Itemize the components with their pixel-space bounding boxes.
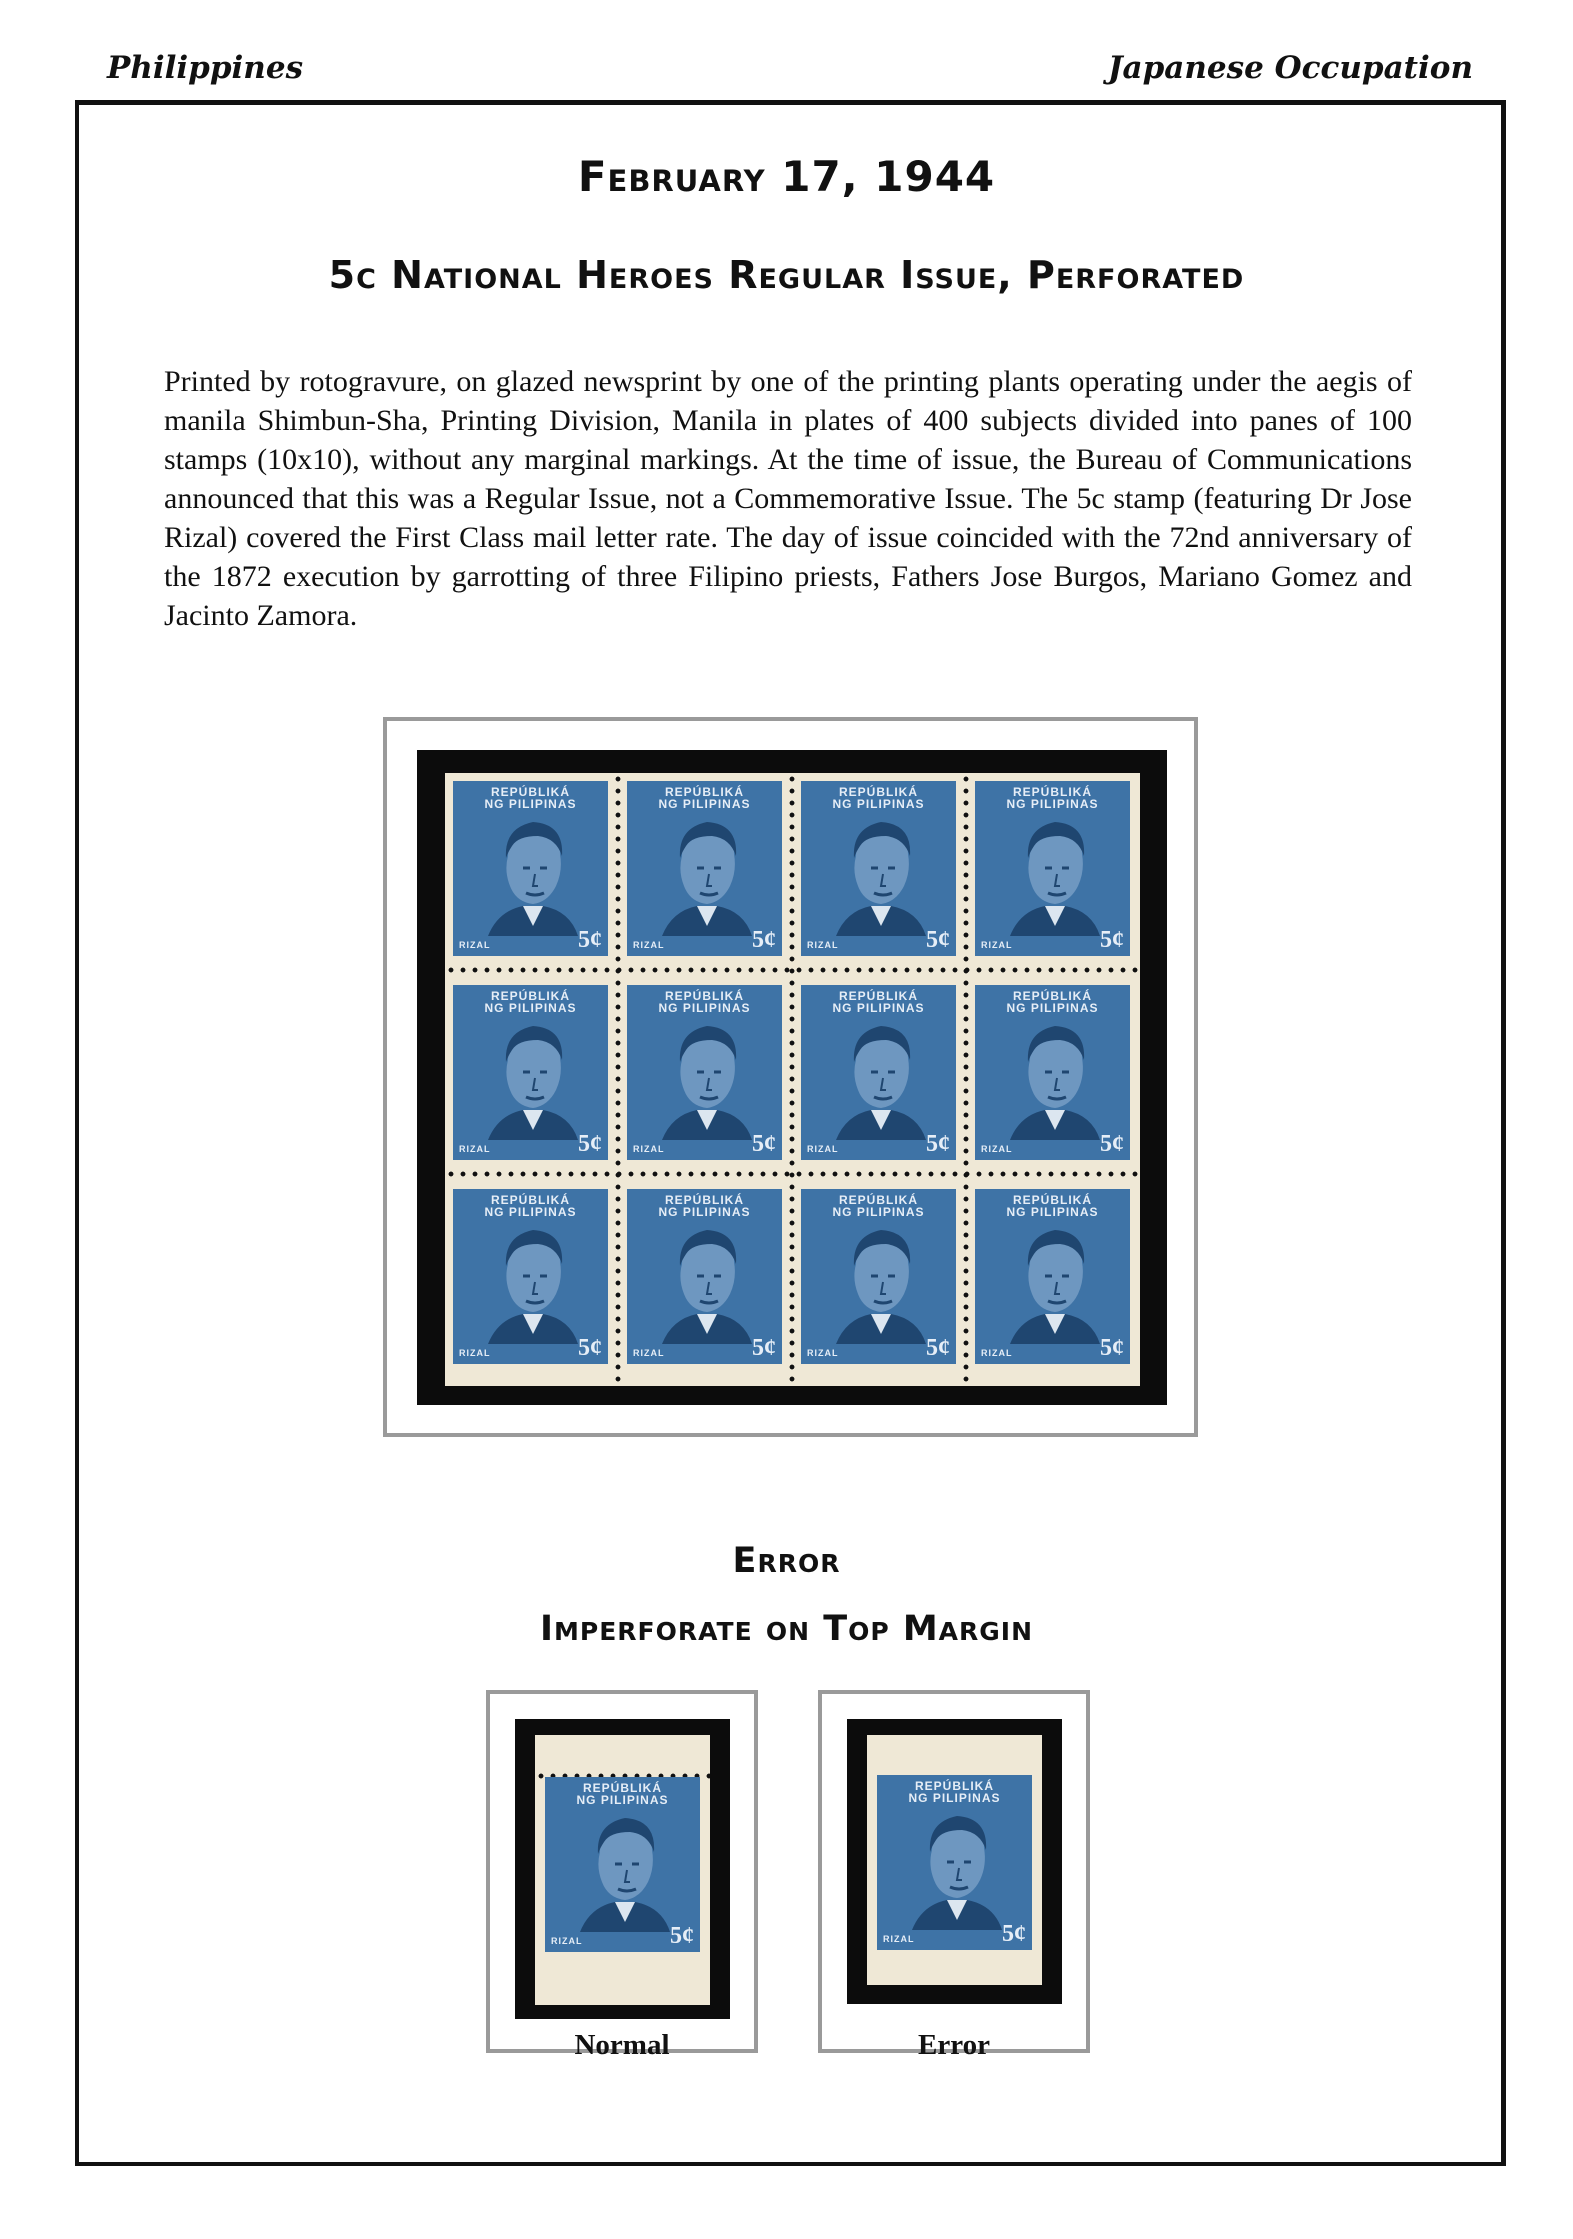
stamp-name-label: RIZAL — [807, 1348, 839, 1358]
block-stamp — [801, 1189, 956, 1364]
rizal-portrait — [826, 1020, 931, 1140]
rizal-portrait — [1000, 816, 1105, 936]
error-type-heading: Imperforate on Top Margin — [539, 1609, 1034, 1649]
rizal-portrait — [826, 816, 931, 936]
stamp-country-line2: NG PILIPINAS — [908, 1791, 1001, 1805]
error-heading: Error — [732, 1541, 841, 1581]
rizal-portrait — [478, 816, 583, 936]
stamp-value-label: 5¢ — [752, 1131, 776, 1157]
block-stamp — [975, 781, 1130, 956]
stamp-name-label: RIZAL — [883, 1934, 915, 1944]
stamp-country-line1: REPÚBLIKÁ — [490, 989, 570, 1003]
block-stamp — [627, 985, 782, 1160]
rizal-portrait — [478, 1020, 583, 1140]
block-stamp — [975, 1189, 1130, 1364]
stamp-country-line2: NG PILIPINAS — [484, 1001, 577, 1015]
stamp-name-label: RIZAL — [981, 940, 1013, 950]
stamp-country-line1: REPÚBLIKÁ — [490, 785, 570, 799]
rizal-portrait — [826, 1224, 931, 1344]
stamp-country-line1: REPÚBLIKÁ — [664, 1193, 744, 1207]
stamp-value-label: 5¢ — [578, 927, 602, 953]
stamp-country-line1: REPÚBLIKÁ — [838, 989, 918, 1003]
stamp-country-line1: REPÚBLIKÁ — [1012, 785, 1092, 799]
perforation-column — [615, 773, 621, 1386]
stamp-country-line2: NG PILIPINAS — [658, 1205, 751, 1219]
stamp-name-label: RIZAL — [551, 1936, 583, 1946]
rizal-portrait — [902, 1810, 1007, 1930]
stamp-country-line2: NG PILIPINAS — [1006, 797, 1099, 811]
rizal-portrait — [570, 1812, 675, 1932]
error-stamp — [877, 1775, 1032, 1950]
stamp-name-label: RIZAL — [633, 940, 665, 950]
stamp-value-label: 5¢ — [752, 927, 776, 953]
block-stamp — [453, 781, 608, 956]
stamp-country-line2: NG PILIPINAS — [576, 1793, 669, 1807]
stamp-name-label: RIZAL — [633, 1144, 665, 1154]
issue-title: 5c National Heroes Regular Issue, Perforated — [328, 253, 1245, 297]
error-caption: Error — [918, 2029, 990, 2061]
stamp-name-label: RIZAL — [633, 1348, 665, 1358]
stamp-country-line1: REPÚBLIKÁ — [914, 1779, 994, 1793]
stamp-name-label: RIZAL — [807, 940, 839, 950]
stamp-country-line1: REPÚBLIKÁ — [838, 785, 918, 799]
stamp-country-line2: NG PILIPINAS — [832, 1205, 925, 1219]
stamp-country-line2: NG PILIPINAS — [658, 1001, 751, 1015]
stamp-value-label: 5¢ — [926, 1131, 950, 1157]
normal-stamp — [545, 1777, 700, 1952]
stamp-country-line2: NG PILIPINAS — [484, 797, 577, 811]
stamp-country-line2: NG PILIPINAS — [1006, 1001, 1099, 1015]
stamp-country-line2: NG PILIPINAS — [658, 797, 751, 811]
block-stamp — [975, 985, 1130, 1160]
stamp-value-label: 5¢ — [578, 1335, 602, 1361]
stamp-name-label: RIZAL — [459, 940, 491, 950]
rizal-portrait — [652, 816, 757, 936]
stamp-country-line1: REPÚBLIKÁ — [582, 1781, 662, 1795]
issue-date-title: February 17, 1944 — [577, 152, 996, 201]
issue-description: Printed by rotogravure, on glazed newsprint by one of the printing plants operating under the aegis of manila Shimbun-Sha, Printing Division, Manila in plates of 400 subjects divided into panes of 100 stamps (10x10), without any marginal markings. At the time of issue, the Bureau of Communications announced that this was a Regular Issue, not a Commemorative Issue. The 5c stamp (featuring Dr Jose Rizal) covered the First Class mail letter rate. The day of issue coincided with the 72nd anniversary of the 1872 execution by garrotting of three Filipino priests, Fathers Jose Burgos, Mariano Gomez and Jacinto Zamora. — [164, 365, 1412, 632]
block-stamp — [627, 781, 782, 956]
stamp-value-label: 5¢ — [752, 1335, 776, 1361]
stamp-country-line2: NG PILIPINAS — [832, 797, 925, 811]
stamp-value-label: 5¢ — [926, 927, 950, 953]
block-stamp — [801, 985, 956, 1160]
block-stamp — [627, 1189, 782, 1364]
stamp-value-label: 5¢ — [1100, 1335, 1124, 1361]
perforation-column — [789, 773, 795, 1386]
stamp-country-line2: NG PILIPINAS — [1006, 1205, 1099, 1219]
block-stamp — [453, 1189, 608, 1364]
stamp-name-label: RIZAL — [807, 1144, 839, 1154]
rizal-portrait — [1000, 1020, 1105, 1140]
stamp-name-label: RIZAL — [981, 1144, 1013, 1154]
stamp-block-of-12 — [445, 773, 1140, 1386]
stamp-country-line2: NG PILIPINAS — [832, 1001, 925, 1015]
normal-caption: Normal — [574, 2029, 670, 2061]
stamp-country-line1: REPÚBLIKÁ — [1012, 1193, 1092, 1207]
stamp-country-line1: REPÚBLIKÁ — [1012, 989, 1092, 1003]
perforation-row — [445, 1171, 1140, 1177]
stamp-country-line1: REPÚBLIKÁ — [664, 989, 744, 1003]
rizal-portrait — [652, 1020, 757, 1140]
stamp-value-label: 5¢ — [578, 1131, 602, 1157]
stamp-value-label: 5¢ — [926, 1335, 950, 1361]
album-country-header: Philippines — [107, 50, 304, 86]
perforation-row — [445, 967, 1140, 973]
block-stamp — [801, 781, 956, 956]
block-stamp — [453, 985, 608, 1160]
stamp-name-label: RIZAL — [459, 1144, 491, 1154]
stamp-country-line1: REPÚBLIKÁ — [838, 1193, 918, 1207]
album-section-header: Japanese Occupation — [1107, 50, 1473, 86]
rizal-portrait — [652, 1224, 757, 1344]
perforation-column — [963, 773, 969, 1386]
stamp-name-label: RIZAL — [459, 1348, 491, 1358]
stamp-country-line1: REPÚBLIKÁ — [490, 1193, 570, 1207]
stamp-value-label: 5¢ — [670, 1923, 694, 1949]
stamp-value-label: 5¢ — [1100, 1131, 1124, 1157]
stamp-name-label: RIZAL — [981, 1348, 1013, 1358]
stamp-value-label: 5¢ — [1100, 927, 1124, 953]
rizal-portrait — [478, 1224, 583, 1344]
stamp-value-label: 5¢ — [1002, 1921, 1026, 1947]
stamp-country-line2: NG PILIPINAS — [484, 1205, 577, 1219]
stamp-country-line1: REPÚBLIKÁ — [664, 785, 744, 799]
rizal-portrait — [1000, 1224, 1105, 1344]
